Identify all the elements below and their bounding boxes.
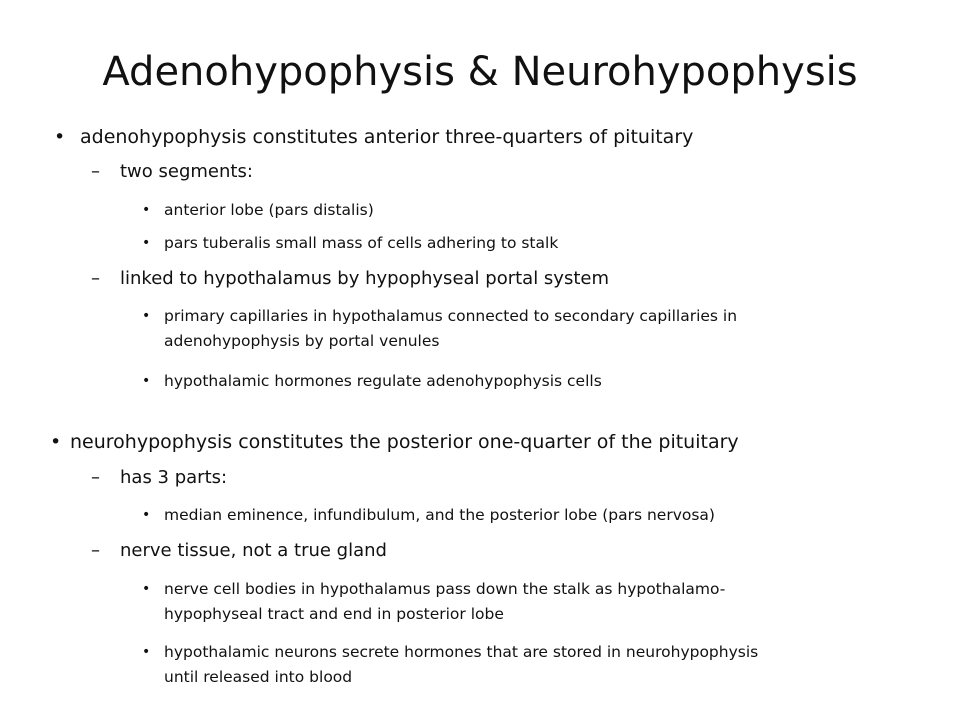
dash-marker: – [91, 467, 100, 488]
subsubbullet-nerve-cell-bodies [142, 577, 726, 627]
bullet-text: median eminence, infundibulum, and the posterior lobe (pars nervosa) [164, 506, 715, 524]
subsubbullet-primary-capillaries [142, 304, 738, 354]
bullet-text-line-2: until released into blood [164, 668, 353, 686]
bullet-text: hypothalamic hormones regulate adenohypophysis cells [164, 372, 602, 390]
bullet-text: adenohypophysis constitutes anterior three-quarters of pituitary [80, 126, 694, 148]
dash-marker: – [91, 268, 100, 289]
bullet-text: two segments: [120, 161, 253, 182]
bullet-adenohypophysis [54, 124, 694, 150]
subsubbullet-neurons-secrete [142, 640, 759, 690]
bullet-marker: • [142, 644, 151, 660]
bullet-text-line-1: nerve cell bodies in hypothalamus pass down the stalk as hypothalamo- [164, 580, 726, 598]
bullet-marker: • [142, 308, 151, 324]
bullet-text-line-1: primary capillaries in hypothalamus connected to secondary capillaries in [164, 307, 738, 325]
bullet-marker: • [142, 507, 151, 523]
bullet-marker: • [142, 202, 151, 218]
bullet-text-line-1: hypothalamic neurons secrete hormones that are stored in neurohypophysis [164, 643, 759, 661]
bullet-marker: • [142, 581, 151, 597]
bullet-text: has 3 parts: [120, 467, 228, 488]
subsubbullet-median-eminence [142, 503, 715, 528]
bullet-marker: • [50, 431, 62, 453]
subbullet-nerve-tissue [91, 538, 387, 564]
bullet-marker: • [54, 126, 66, 148]
subsubbullet-hypothalamic-hormones [142, 369, 602, 394]
bullet-neurohypophysis [50, 429, 739, 455]
bullet-text-line-2: hypophyseal tract and end in posterior lobe [164, 605, 504, 623]
bullet-text: anterior lobe (pars distalis) [164, 201, 374, 219]
dash-marker: – [91, 161, 100, 182]
bullet-text: neurohypophysis constitutes the posterior one-quarter of the pituitary [70, 431, 739, 453]
subbullet-linked [91, 266, 609, 292]
bullet-text: pars tuberalis small mass of cells adhering to stalk [164, 234, 559, 252]
bullet-text: nerve tissue, not a true gland [120, 540, 387, 561]
subbullet-two-segments [91, 159, 253, 185]
subbullet-three-parts [91, 465, 228, 491]
subsubbullet-anterior-lobe [142, 198, 374, 223]
bullet-text: linked to hypothalamus by hypophyseal portal system [120, 268, 609, 289]
dash-marker: – [91, 540, 100, 561]
bullet-marker: • [142, 373, 151, 389]
slide-title: Adenohypophysis & Neurohypophysis [102, 49, 858, 95]
bullet-text-line-2: adenohypophysis by portal venules [164, 332, 440, 350]
bullet-marker: • [142, 235, 151, 251]
subsubbullet-pars-tuberalis [142, 231, 559, 256]
